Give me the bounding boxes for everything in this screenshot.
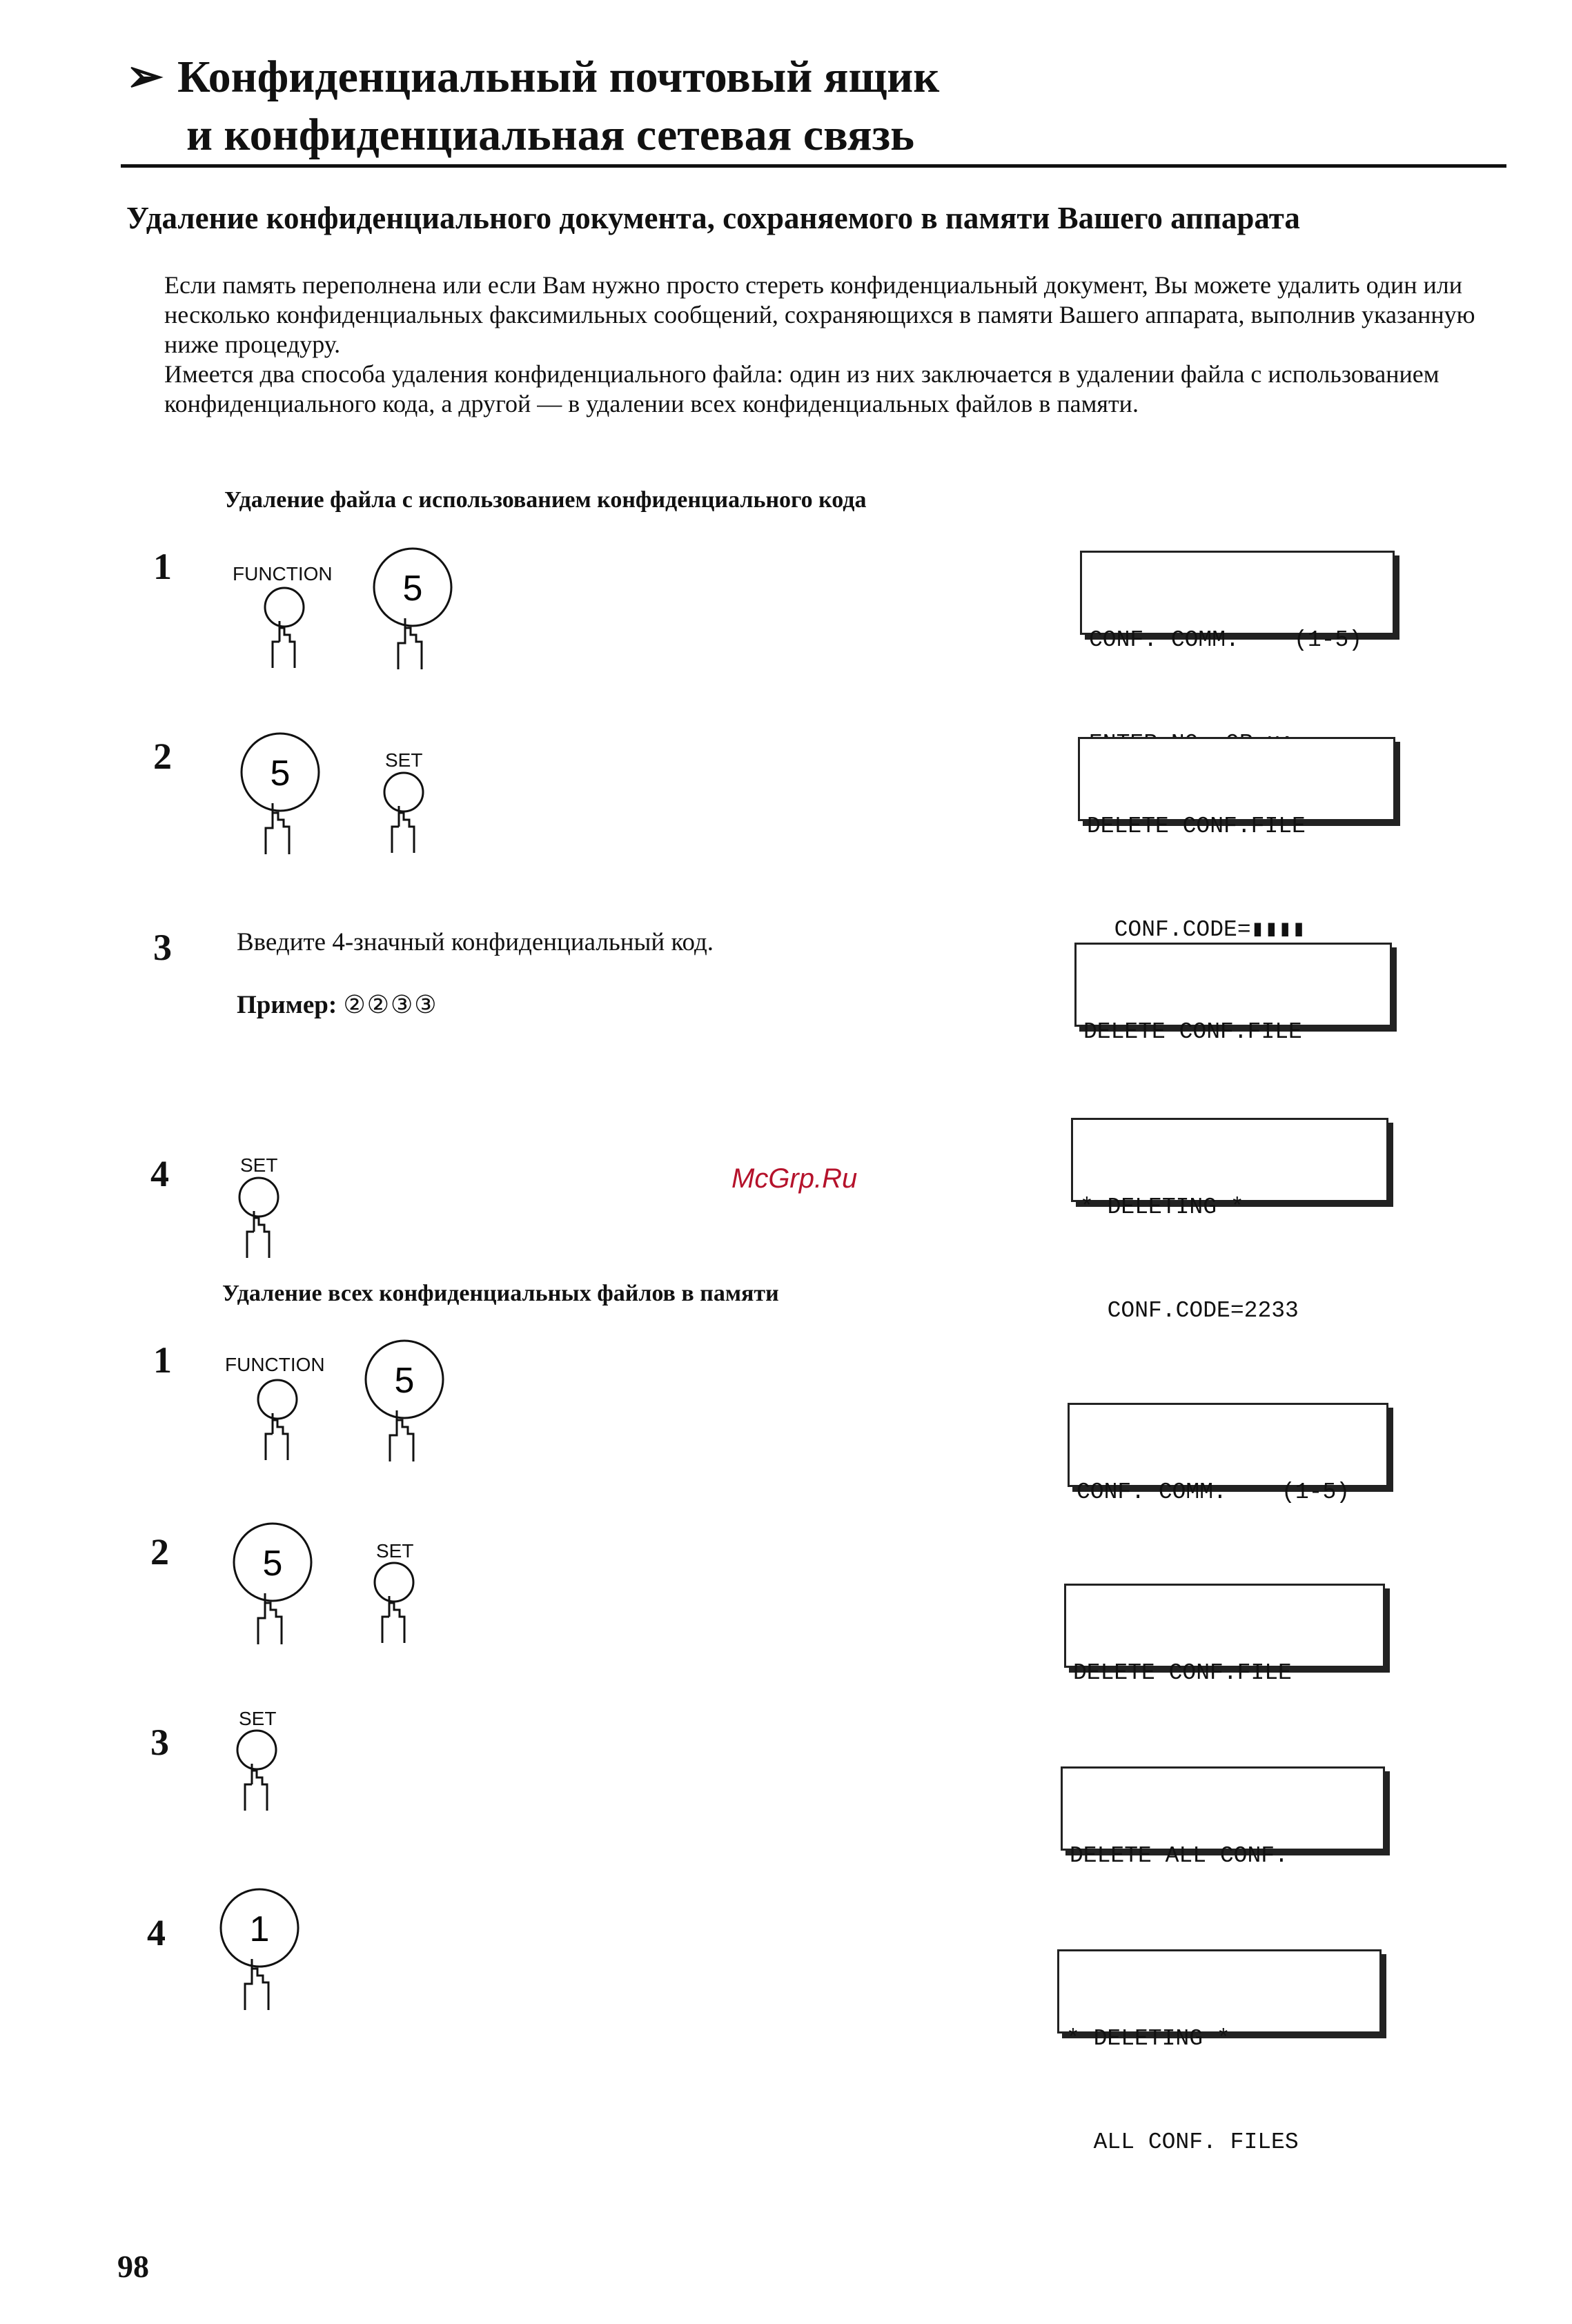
lcd-line: ALL CONF. FILES (1066, 2129, 1299, 2155)
key-digit: 1 (249, 1909, 270, 1949)
step-number: 3 (153, 927, 172, 968)
lcd-line: DELETE ALL CONF. (1070, 1843, 1288, 1869)
key-digit: 5 (270, 754, 291, 794)
page-title-line-1: Конфиденциальный почтовый ящик (177, 52, 940, 102)
numeric-key[interactable] (238, 731, 328, 856)
intro-paragraph: Если память переполнена или если Вам нужно просто стереть конфиденциальный документ, Вы можете удалить один или несколько конфиденциальных факсимильных сообщений, сохраняющихся в памяти Вашего аппарата, выполнив указанную ниже процедуру. (164, 271, 1475, 358)
set-key[interactable] (235, 1176, 311, 1259)
numeric-key[interactable] (230, 1522, 320, 1646)
page-title-line-2: и конфиденциальная сетевая связь (186, 110, 915, 160)
set-key[interactable] (233, 1729, 308, 1812)
example-value: ②②③③ (343, 991, 438, 1019)
function-key[interactable] (245, 1379, 321, 1461)
set-key-label: SET (240, 1154, 278, 1176)
set-key[interactable] (380, 771, 455, 854)
lcd-display (1078, 737, 1395, 943)
lcd-display (1074, 943, 1392, 1045)
example-label: Пример: (237, 991, 337, 1019)
key-digit: 5 (262, 1544, 283, 1584)
step-instruction: Введите 4-значный конфиденциальный код. (237, 928, 714, 956)
numeric-key[interactable] (217, 1887, 307, 2011)
key-digit: 5 (402, 569, 423, 609)
lcd-line: * DELETING * (1080, 1194, 1244, 1220)
procedure-b-heading: Удаление всех конфиденциальных файлов в памяти (222, 1281, 779, 1306)
section-title: Удаление конфиденциального документа, сохраняемого в памяти Вашего аппарата (126, 201, 1300, 235)
lcd-line: CONF.CODE=▮▮▮▮ (1087, 917, 1306, 943)
lcd-line: CONF. COMM. (1-5) (1089, 627, 1363, 653)
step-number: 1 (153, 1339, 172, 1381)
lcd-line: CONF. COMM. (1-5) (1077, 1479, 1350, 1505)
procedure-a-heading: Удаление файла с использованием конфиденциального кода (224, 487, 867, 513)
lcd-display (1057, 1949, 1382, 2155)
title-arrow-icon: ➢ (126, 52, 164, 101)
step-number: 1 (153, 546, 172, 587)
key-digit: 5 (394, 1361, 415, 1401)
numeric-key[interactable] (371, 546, 460, 671)
page-number: 98 (117, 2249, 149, 2284)
set-key[interactable] (370, 1562, 446, 1644)
step-number: 4 (150, 1153, 169, 1194)
step-number: 4 (147, 1912, 166, 1953)
lcd-display (1068, 1403, 1388, 1505)
intro-paragraph: Имеется два способа удаления конфиденциального файла: один из них заключается в удалении файла с использованием конфиденциального кода, а другой — в удалении всех конфиденциальных файлов в памяти. (164, 360, 1440, 417)
function-key-label: FUNCTION (233, 563, 333, 584)
set-key-label: SET (385, 749, 423, 771)
set-key-label: SET (239, 1708, 277, 1729)
title-divider (121, 164, 1506, 168)
numeric-key[interactable] (362, 1339, 452, 1463)
lcd-display (1064, 1584, 1385, 1686)
lcd-line: DELETE CONF.FILE (1087, 814, 1306, 839)
intro-text (164, 270, 1496, 419)
function-key-label: FUNCTION (225, 1354, 325, 1375)
step-number: 2 (153, 736, 172, 777)
lcd-line: DELETE CONF.FILE (1083, 1019, 1302, 1045)
lcd-line: DELETE CONF.FILE (1073, 1660, 1292, 1686)
function-key[interactable] (252, 587, 328, 669)
lcd-display (1061, 1766, 1385, 1869)
lcd-display (1071, 1118, 1388, 1323)
lcd-line: CONF.CODE=2233 (1080, 1298, 1299, 1323)
step-number: 3 (150, 1722, 169, 1763)
step-number: 2 (150, 1531, 169, 1573)
lcd-display (1080, 551, 1395, 653)
set-key-label: SET (376, 1540, 414, 1562)
example (237, 990, 438, 1020)
watermark: McGrp.Ru (731, 1163, 858, 1194)
lcd-line: * DELETING * (1066, 2026, 1230, 2051)
